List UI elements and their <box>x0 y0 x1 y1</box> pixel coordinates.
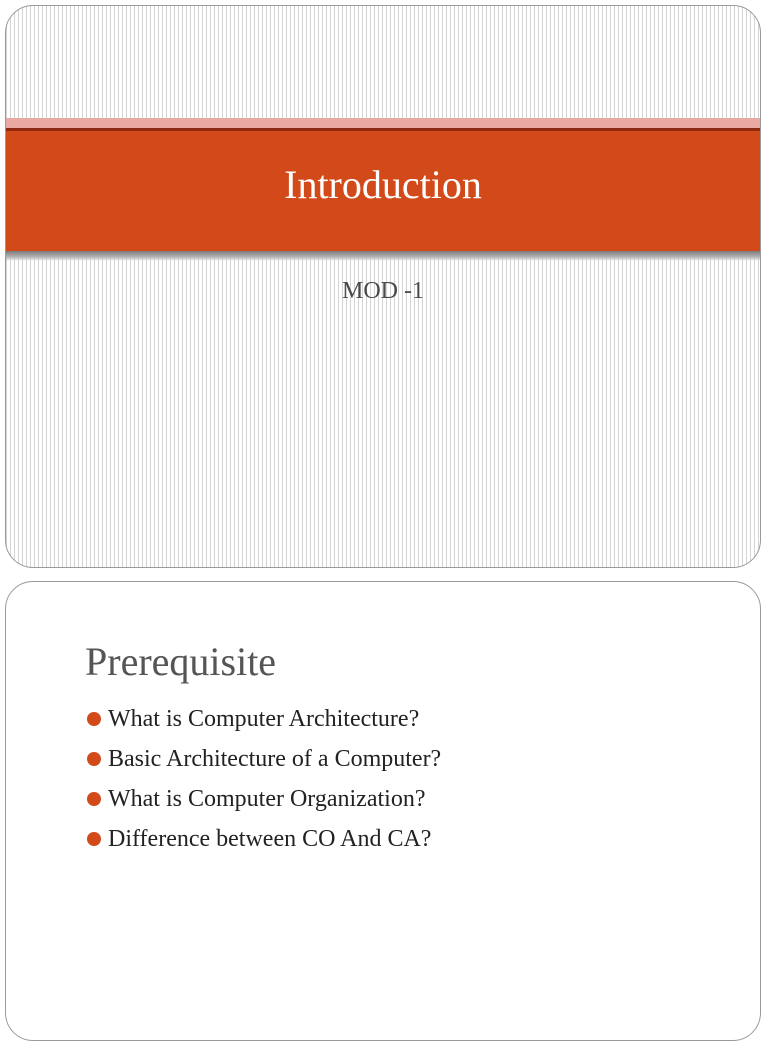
bullet-icon <box>87 752 101 766</box>
bullet-text: What is Computer Organization? <box>108 786 426 812</box>
list-item <box>86 784 441 824</box>
list-item <box>86 824 441 864</box>
bullet-icon <box>87 832 101 846</box>
title-band <box>6 131 760 251</box>
title-band-top-stripe <box>6 118 760 128</box>
list-item <box>86 704 441 744</box>
bullet-icon <box>87 712 101 726</box>
bullet-text: Difference between CO And CA? <box>108 826 432 852</box>
content-slide <box>5 581 761 1041</box>
list-item <box>86 744 441 784</box>
bullet-text: What is Computer Architecture? <box>108 706 420 732</box>
bullet-icon <box>87 792 101 806</box>
slide-title: Introduction <box>284 161 482 207</box>
content-slide-title: Prerequisite <box>85 639 277 684</box>
slide-subtitle: MOD -1 <box>342 278 424 304</box>
title-slide <box>5 5 761 568</box>
bullet-list <box>86 704 441 864</box>
bullet-text: Basic Architecture of a Computer? <box>108 746 442 772</box>
title-band-shadow <box>6 251 760 261</box>
